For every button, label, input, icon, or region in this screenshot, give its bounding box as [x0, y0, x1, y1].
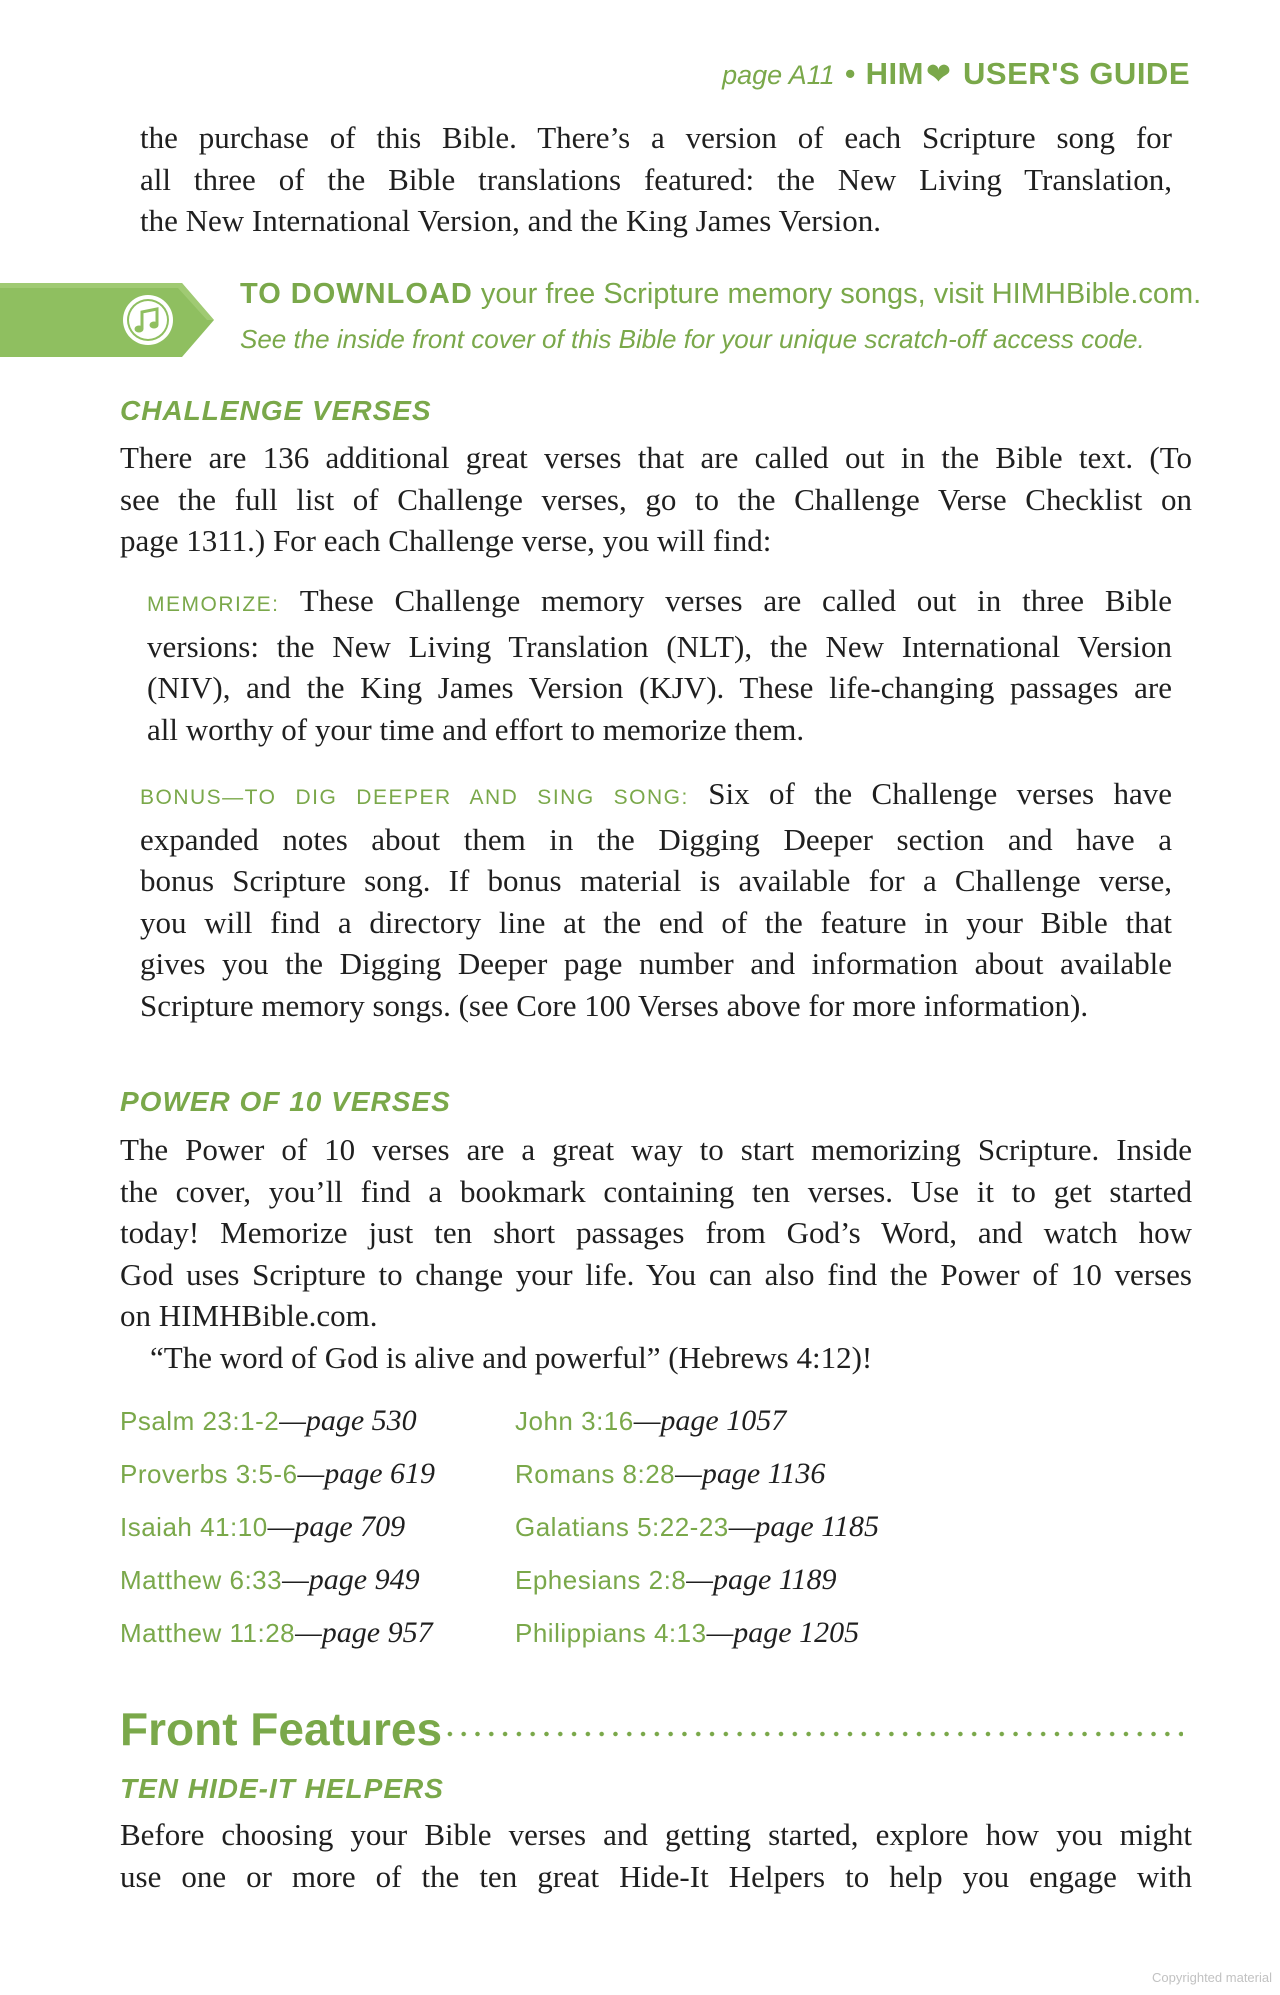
- bonus-paragraph: [140, 773, 1172, 1026]
- heart-icon: ❤: [925, 58, 952, 91]
- text-line: [140, 773, 1172, 819]
- dotted-leader: [443, 1722, 1183, 1746]
- verse-item: [515, 1457, 825, 1491]
- verse-reference: Philippians 4:13: [515, 1618, 707, 1648]
- download-tab: [0, 279, 220, 366]
- bonus-label: BONUS—TO DIG DEEPER AND SING SONG:: [140, 786, 689, 809]
- music-note-icon: [123, 295, 173, 345]
- front-features-heading: Front Features: [120, 1703, 443, 1755]
- scripture-quote: “The word of God is alive and powerful” (Hebrews 4:12)!: [150, 1339, 873, 1375]
- text-line: today! Memorize just ten short passages from God’s Word, and watch how: [120, 1215, 1192, 1250]
- download-label: TO DOWNLOAD: [240, 278, 473, 310]
- challenge-paragraph: [120, 437, 1192, 562]
- text-line: all worthy of your time and effort to memorize them.: [147, 711, 805, 747]
- memorize-text: These Challenge memory verses are called out in three Bible: [299, 583, 1172, 618]
- verse-item: [515, 1510, 879, 1544]
- verse-page: —page 619: [297, 1457, 436, 1490]
- power-paragraph: [120, 1129, 1192, 1378]
- verse-reference: Romans 8:28: [515, 1459, 676, 1489]
- verse-page: —page 1189: [686, 1563, 837, 1596]
- memorize-paragraph: [147, 580, 1172, 750]
- verse-reference: Ephesians 2:8: [515, 1565, 687, 1595]
- text-line: the cover, you’ll find a bookmark containing ten verses. Use it to get started: [120, 1173, 1192, 1209]
- verse-reference: Galatians 5:22-23: [515, 1512, 729, 1542]
- intro-paragraph: [140, 117, 1172, 242]
- text-line: God uses Scripture to change your life. You can also find the Power of 10 verses: [120, 1256, 1192, 1292]
- text-line: [147, 580, 1172, 626]
- verse-item: [120, 1510, 405, 1544]
- verse-item: [120, 1616, 433, 1650]
- text-line: you will find a directory line at the end of the feature in your Bible that: [140, 904, 1172, 940]
- text-line: the New International Version, and the King James Version.: [140, 203, 881, 238]
- text-line: There are 136 additional great verses that are called out in the Bible text. (To: [120, 440, 1192, 475]
- verse-page: —page 709: [267, 1510, 406, 1543]
- text-line: page 1311.) For each Challenge verse, you will find:: [120, 523, 772, 558]
- verse-page: —page 1185: [728, 1510, 880, 1543]
- brand-name: HIM: [865, 56, 924, 91]
- memorize-label: MEMORIZE:: [147, 593, 280, 616]
- text-line: (NIV), and the King James Version (KJV). These life-changing passages are: [147, 670, 1172, 705]
- verse-page: —page 1057: [633, 1404, 787, 1437]
- verse-page: —page 949: [282, 1563, 420, 1596]
- text-line: versions: the New Living Translation (NLT), the New International Version: [147, 628, 1172, 664]
- text-line: all three of the Bible translations featured: the New Living Translation,: [140, 161, 1172, 197]
- challenge-heading: CHALLENGE VERSES: [120, 395, 432, 426]
- verse-reference: Psalm 23:1-2: [120, 1406, 280, 1436]
- copyright-watermark: Copyrighted material: [1152, 1970, 1272, 1985]
- verse-item: [120, 1563, 420, 1597]
- verse-page: —page 1136: [675, 1457, 826, 1490]
- bonus-text: Six of the Challenge verses have: [708, 776, 1173, 811]
- verse-item: [120, 1404, 417, 1438]
- download-text: your free Scripture memory songs, visit HIMHBible.com.: [480, 278, 1202, 310]
- header-bullet: •: [844, 56, 856, 91]
- text-line: use one or more of the ten great Hide-It Helpers to help you engage with: [120, 1858, 1192, 1894]
- text-line: bonus Scripture song. If bonus material is available for a Challenge verse,: [140, 863, 1172, 898]
- verse-reference: Matthew 11:28: [120, 1618, 296, 1648]
- guide-title: USER'S GUIDE: [963, 56, 1190, 91]
- text-line: The Power of 10 verses are a great way to start memorizing Scripture. Inside: [120, 1132, 1192, 1167]
- text-line: see the full list of Challenge verses, go to the Challenge Verse Checklist on: [120, 481, 1192, 517]
- text-line: on HIMHBible.com.: [120, 1298, 378, 1333]
- text-line: gives you the Digging Deeper page number and information about available: [140, 946, 1172, 981]
- verse-reference: John 3:16: [515, 1406, 634, 1436]
- verse-item: [515, 1563, 837, 1597]
- hide-it-helpers-heading: TEN HIDE-IT HELPERS: [120, 1773, 444, 1804]
- running-header: [722, 56, 1190, 92]
- text-line: expanded notes about them in the Digging Deeper section and have a: [140, 821, 1172, 857]
- power-heading: POWER OF 10 VERSES: [120, 1086, 451, 1117]
- verse-reference: Isaiah 41:10: [120, 1512, 268, 1542]
- download-note: See the inside front cover of this Bible for your unique scratch-off access code.: [240, 324, 1145, 354]
- verse-page: —page 957: [295, 1616, 433, 1649]
- verse-page: —page 530: [279, 1404, 417, 1437]
- download-tab-shape: [0, 279, 220, 361]
- page-reference: page A11: [722, 60, 835, 90]
- text-line: Scripture memory songs. (see Core 100 Verses above for more information).: [140, 987, 1089, 1023]
- verse-reference: Proverbs 3:5-6: [120, 1459, 298, 1489]
- front-features-paragraph: [120, 1814, 1192, 1897]
- verse-reference: Matthew 6:33: [120, 1565, 283, 1595]
- download-instruction: [240, 278, 1201, 311]
- verse-item: [515, 1404, 786, 1438]
- verse-item: [120, 1457, 435, 1491]
- verse-page: —page 1205: [706, 1616, 860, 1649]
- text-line: Before choosing your Bible verses and getting started, explore how you might: [120, 1817, 1192, 1852]
- text-line: the purchase of this Bible. There’s a version of each Scripture song for: [140, 120, 1172, 155]
- verse-item: [515, 1616, 859, 1650]
